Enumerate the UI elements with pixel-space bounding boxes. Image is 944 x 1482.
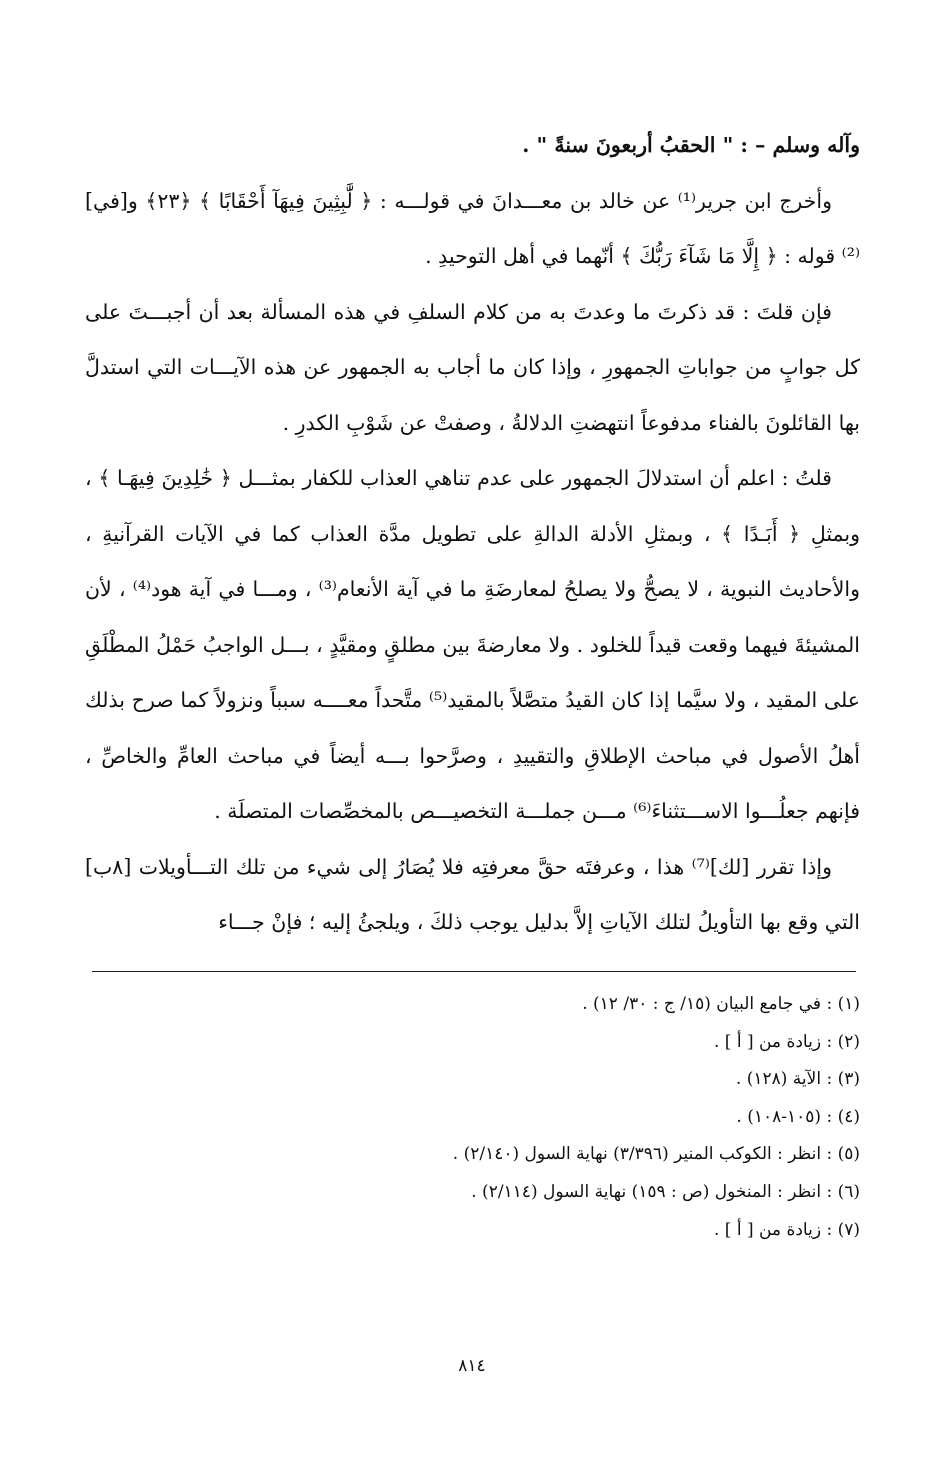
text-line: التي استدلَّ بها القائلونَ بالفناء مدفوعاً انتهضتِ الدلالةُ ، وصفتْ عن شَوْبِ الكدرِ .	[85, 355, 860, 435]
text-line: فِيهَـا ﴾ ، وبمثلِ ﴿ أَبَـدًا ﴾ ، وبمثلِ الأدلة الدالةِ على تطويل مدَّة العذاب كما في الآيات	[85, 466, 860, 546]
paragraph-ibn-jarir	[85, 174, 860, 285]
text-line: بالمخصِّصات المتصلَة .	[214, 799, 404, 823]
text-line: و[في]⁽²⁾ قوله : ﴿ إِلَّا مَا شَآءَ رَبُّكَ ﴾ أنّهما في أهل التوحيدِ .	[85, 188, 860, 268]
text-line: وأخرج ابن جرير⁽¹⁾ عن خالد بن معـــدانَ في قولـــه : ﴿ لَّٰبِثِينَ فِيهَآ أَحْقَابًا ﴾ ﴿٢٣﴾	[145, 188, 833, 213]
paragraph-answer	[85, 451, 860, 840]
paragraph-question	[85, 285, 860, 452]
footnote-1: (١) : في جامع البيان (١٥/ ج : ٣٠/ ١٢) .	[582, 994, 860, 1014]
footnote-6: (٦) : انظر : المنخول (ص : ١٥٩) نهاية السول (٢/١١٤) .	[471, 1181, 860, 1202]
text-line: أيضاً في مباحث العامِّ والخاصِّ ، فإنهم جعلُـــوا الاســـتثناءَ⁽⁶⁾ مـــن جملـــة التخصيـــص	[85, 743, 860, 823]
text-line: سبباً ونزولاً كما صرح بذلك أهلُ الأصول في مباحث الإطلاقِ والتقييدِ ، وصرَّحوا بـــه	[85, 688, 860, 768]
paragraph-conclusion	[85, 840, 860, 951]
footnote-2: (٢) : زيادة من [ أ ] .	[713, 1031, 860, 1052]
paragraph-hadith-end	[85, 118, 860, 174]
text-line: فإن قلتَ : قد ذكرتَ ما وعدتَ به من كلام السلفِ في هذه المسألة بعد أن أجبـــتَ	[128, 299, 832, 324]
footnote-3: (٣) : الآية (١٢٨) .	[735, 1069, 860, 1090]
footnote-7: (٧) : زيادة من [ أ ] .	[713, 1219, 860, 1240]
footnote-4: (٤) : (١٠٥-١٠٨) .	[736, 1106, 860, 1127]
text-line: على كل جوابٍ من جواباتِ الجمهورِ ، وإذا كان ما أجاب به الجمهور عن هذه الآيـــات	[85, 299, 860, 379]
text-line: آية هود⁽⁴⁾ ، لأن المشيئةَ فيهما وقعت قيداً للخلود . ولا معارضةَ بين مطلقٍ ومقيَّدٍ ، بـــل	[85, 577, 860, 657]
text-line: القرآنيةِ ، والأحاديث النبوية ، لا يصحُّ ولا يصلحُ لمعارضَةِ ما في آية الأنعام⁽³⁾ ، ومـــا في	[85, 521, 861, 601]
footnote-5: (٥) : انظر : الكوكب المنير (٣/٣٩٦) نهاية السول (٢/١٤٠) .	[452, 1144, 860, 1165]
text-line: الواجبُ حَمْلُ المطْلَقِ على المقيد ، ولا سيَّما إذا كان القيدُ متصَّلاً بالمقيد⁽⁵⁾ متَّحداً معــــه	[85, 632, 860, 712]
footnotes	[120, 986, 860, 1249]
footnote-separator	[92, 971, 856, 972]
text-line: وآله وسلم – : " الحقبُ أربعونَ سنةً " .	[522, 133, 860, 157]
text-line: [٨ب] التي وقع بها التأويلُ لتلك الآياتِ إلاَّ بدليل يوجب ذلكَ ، ويلجئُ إليه ؛ فإنْ جـــاء	[85, 854, 860, 934]
main-text	[85, 118, 860, 951]
page-number: ٨١٤	[458, 1356, 486, 1376]
text-line: قلتُ : اعلم أن استدلالَ الجمهور على عدم تناهي العذاب للكفار بمثـــل ﴿ خَٰلِدِينَ	[161, 466, 832, 490]
text-line: وإذا تقرر [لك]⁽⁷⁾ هذا ، وعرفتَه حقَّ معرفتِه فلا يُصَارُ إلى شيء من تلك التـــأويلات	[138, 854, 832, 879]
